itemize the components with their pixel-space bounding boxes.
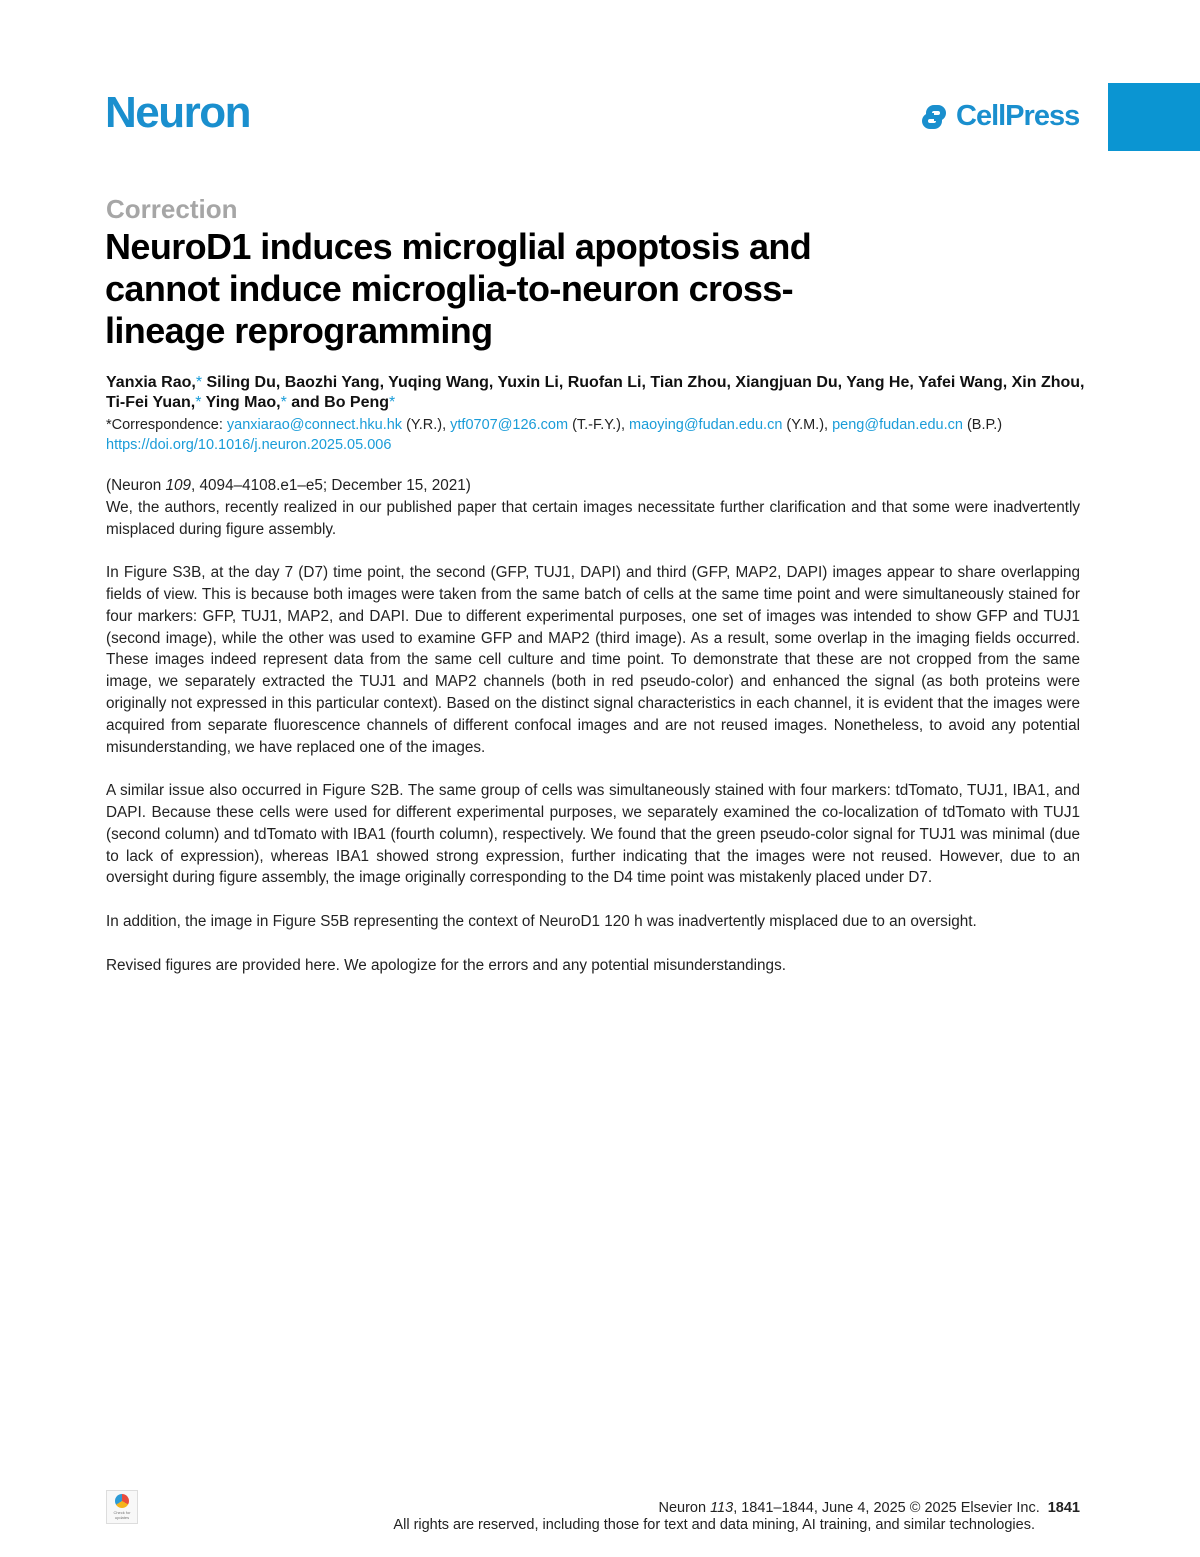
corresponding-marker[interactable]: * <box>389 394 396 411</box>
email-initials: (Y.R.), <box>402 417 451 433</box>
footer-details: , 1841–1844, June 4, 2025 © 2025 Elsevier Inc. <box>733 1500 1040 1516</box>
original-citation <box>106 475 1080 497</box>
publisher-name: CellPress <box>956 100 1080 132</box>
author-group: and Bo Peng <box>286 394 390 411</box>
corresponding-marker[interactable]: * <box>280 394 287 411</box>
paragraph: We, the authors, recently realized in our published paper that certain images necessitate further clarification and that some were inadvertently misplaced during figure assembly. <box>106 498 1080 538</box>
doi-link[interactable]: https://doi.org/10.1016/j.neuron.2025.05.006 <box>106 437 392 453</box>
footer-journal: Neuron <box>658 1500 711 1516</box>
citation-prefix: (Neuron <box>106 477 166 494</box>
article-type: Correction <box>106 194 238 224</box>
article-title: NeuroD1 induces microglial apoptosis and cannot induce microglia-to-neuron cross-lineage reprogramming <box>105 226 812 351</box>
email-link[interactable]: peng@fudan.edu.cn <box>832 417 963 433</box>
journal-color-tab <box>1108 83 1200 151</box>
citation-volume: 109 <box>165 477 192 494</box>
corresponding-marker[interactable]: * <box>195 394 202 411</box>
correspondence-label: *Correspondence: <box>106 417 227 433</box>
journal-logo[interactable]: Neuron <box>105 88 250 137</box>
author-list <box>106 373 1086 413</box>
author-group: Yanxia Rao, <box>106 374 196 391</box>
paragraph: Revised figures are provided here. We apologize for the errors and any potential misunderstandings. <box>106 956 786 974</box>
article-body <box>106 475 1080 998</box>
paragraph: In addition, the image in Figure S5B representing the context of NeuroD1 120 h was inadvertently misplaced due to an oversight. <box>106 912 977 930</box>
author-group: Siling Du, Baozhi Yang, Yuqing Wang, Yuxin Li, Ruofan Li, Tian Zhou, Xiangjuan Du, Yang He, Yafei Wang, Xin Zhou, Ti-Fei Yuan, <box>106 374 1085 411</box>
paragraph: In Figure S3B, at the day 7 (D7) time point, the second (GFP, TUJ1, DAPI) and third (GFP, MAP2, DAPI) images appear to share overlapping fields of view. This is because both images were taken from the same batch of cells at the same time point and were simultaneously stained for four markers: GFP, TUJ1, MAP2, and DAPI. Due to different experimental purposes, one set of images was intended to show GFP and TUJ1 (second image), while the other was used to examine GFP and MAP2 (third image). As a result, some overlap in the imaging fields occurred. These images indeed represent data from the same cell culture and time point. To demonstrate that these are not cropped from the same image, we separately extracted the TUJ1 and MAP2 channels (both in red pseudo-color) and enhanced the signal (as both proteins were originally not expressed in this particular context). Based on the distinct signal characteristics in each channel, it is evident that the images were acquired from separate fluorescence channels of different confocal images and are not reused images. Nonetheless, to avoid any potential misunderstanding, we have replaced one of the images. <box>106 564 1080 756</box>
citation-suffix: , 4094–4108.e1–e5; December 15, 2021) <box>191 477 471 494</box>
paragraph: A similar issue also occurred in Figure S2B. The same group of cells was simultaneously stained with four markers: tdTomato, TUJ1, IBA1, and DAPI. Because these cells were used for different experimental purposes, we separately examined the co-localization of tdTomato with TUJ1 (second column) and tdTomato with IBA1 (fourth column), respectively. We found that the green pseudo-color signal for TUJ1 was minimal (due to lack of expression), whereas IBA1 showed strong expression, further indicating that the images were not reused. However, due to an oversight during figure assembly, the image originally corresponding to the D4 time point was mistakenly placed under D7. <box>106 782 1080 887</box>
footer-citation <box>658 1500 1080 1516</box>
email-initials: (T.-F.Y.), <box>568 417 630 433</box>
correspondence <box>106 415 1086 435</box>
footer-rights: All rights are reserved, including those for text and data mining, AI training, and similar technologies. <box>393 1517 1035 1533</box>
email-initials: (Y.M.), <box>782 417 833 433</box>
email-link[interactable]: maoying@fudan.edu.cn <box>629 417 783 433</box>
crossmark-label: Check for updates <box>113 1510 131 1520</box>
page-number: 1841 <box>1047 1500 1080 1516</box>
corresponding-marker[interactable]: * <box>195 374 203 391</box>
footer-volume: 113 <box>710 1500 734 1516</box>
cellpress-link-icon <box>918 101 950 133</box>
crossmark-icon <box>115 1494 129 1508</box>
email-initials: (B.P.) <box>962 417 1003 433</box>
publisher-logo[interactable] <box>918 100 1079 133</box>
author-group: Ying Mao, <box>201 394 281 411</box>
email-link[interactable]: ytf0707@126.com <box>450 417 569 433</box>
email-link[interactable]: yanxiarao@connect.hku.hk <box>226 417 403 433</box>
check-for-updates-badge[interactable] <box>106 1490 138 1524</box>
